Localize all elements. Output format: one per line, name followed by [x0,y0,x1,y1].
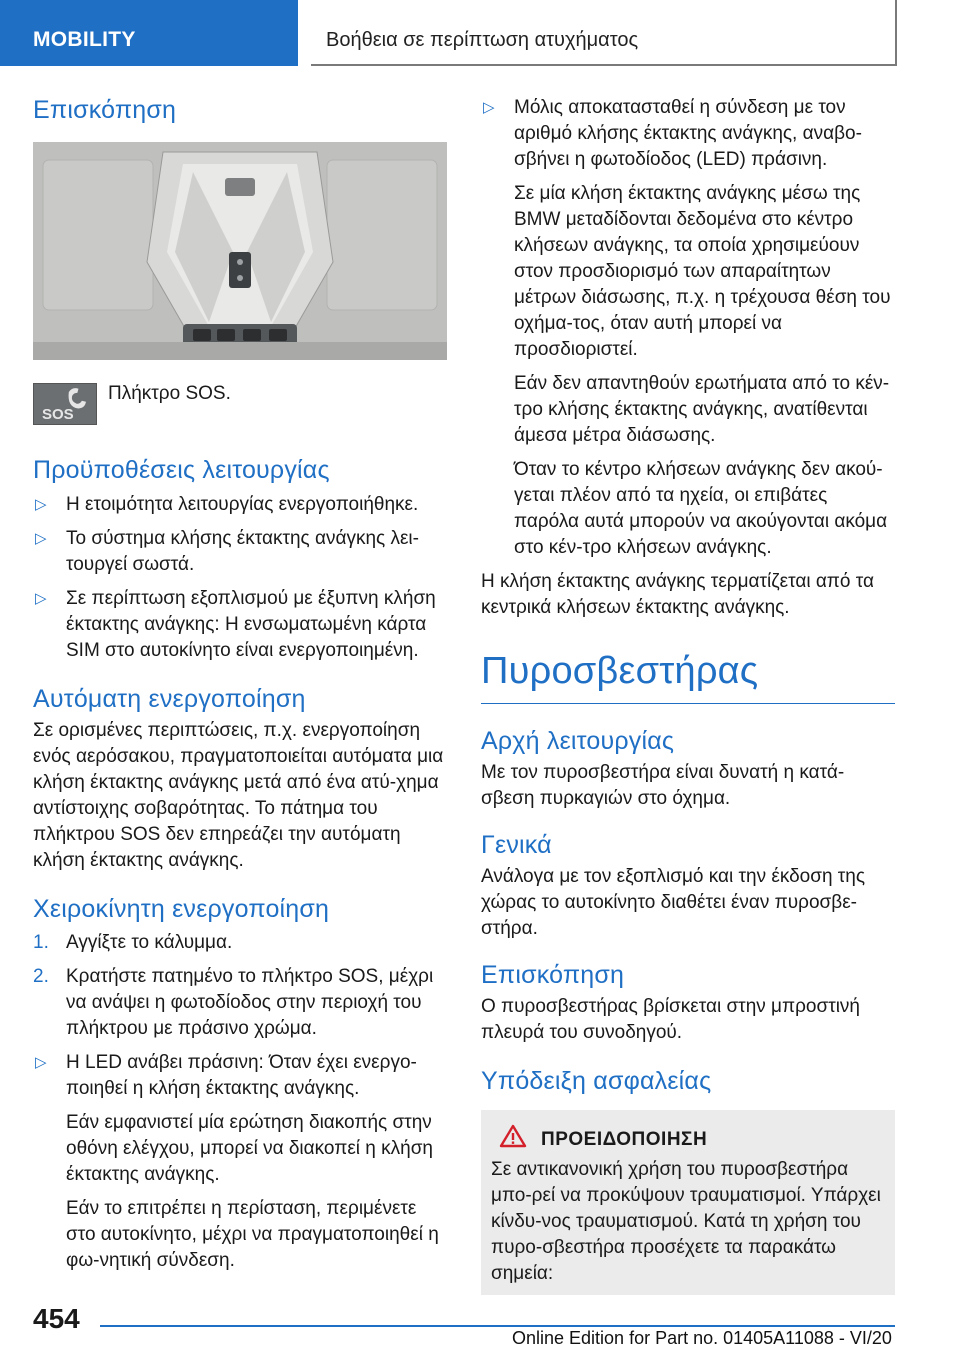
heading-overview: Επισκόπηση [33,96,177,124]
right-column [481,95,895,1295]
speaker-note-text: Όταν το κέντρο κλήσεων ανάγκης δεν ακού-γεται πλέον από τα ηχεία, οι επιβάτες παρόλα αυτά μπορούν να ακούγονται ακόμα στο κέν-τρο κλήσεων ανάγκης. [514,459,888,558]
list-item: ▷ Η ετοιμότητα λειτουργίας ενεργοποιήθηκε. [33,492,447,518]
step-item: 2. Κρατήστε πατημένο το πλήκτρο SOS, μέχρι να ανάψει η φωτοδίοδος στην περιοχή του πλήκτρου με πράσινο χρώμα. [33,966,434,1039]
triangle-bullet-icon: ▷ [35,530,47,547]
triangle-bullet-icon: ▷ [35,496,47,513]
heading-fire-extinguisher: Πυροσβεστήρας [481,649,895,704]
overhead-console-illustration [33,142,447,360]
warning-box [481,1110,895,1295]
chapter-title-box [311,0,897,66]
heading-general: Γενικά [481,830,552,859]
sos-button-icon [33,383,97,425]
heading-principle: Αρχή λειτουργίας [481,726,675,755]
automatic-activation-text: Σε ορισμένες περιπτώσεις, π.χ. ενεργοποίηση ενός αερόσακου, πραγματοποιείται αυτόματα μια κλήση έκτακτης ανάγκης μετά από ένα ατύ-χημα αντίστοιχης σοβαρότητας. Το πάτημα του πλήκτρου SOS δεν επηρεάζει την αυτόματη κλήση έκτακτης ανάγκης. [33,720,444,871]
page-header [0,0,960,66]
heading-overview-extinguisher: Επισκόπηση [481,960,625,989]
warning-header [491,1124,883,1151]
left-column [33,95,447,1274]
heading-safety-note: Υπόδειξη ασφαλείας [481,1066,712,1095]
step-item: 1. Αγγίξτε το κάλυμμα. [33,932,233,953]
warning-triangle-icon [499,1124,527,1148]
footer-divider [100,1325,895,1327]
list-item: ▷ Το σύστημα κλήσης έκτακτης ανάγκης λει-τουργεί σωστά. [35,528,419,575]
chapter-title: Βοήθεια σε περίπτωση ατυχήματος [326,29,639,51]
location-text: Ο πυροσβεστήρας βρίσκεται στην μπροστινή πλευρά του συνοδηγού. [481,995,860,1043]
sos-caption-row [33,383,447,443]
section-label: MOBILITY [33,28,136,51]
list-item: ▷ Σε περίπτωση εξοπλισμού με έξυπνη κλήση έκτακτης ανάγκης: Η ενσωματωμένη κάρτα SIM στο αυτοκίνητο είναι ενεργοποιημένη. [35,588,436,661]
general-text: Ανάλογα με τον εξοπλισμό και την έκδοση της χώρας το αυτοκίνητο διαθέτει έναν πυροσβε-στήρα. [481,865,866,939]
rescue-measures-text: Εάν δεν απαντηθούν ερωτήματα από το κέν-τρο κλήσης έκτακτης ανάγκης, ανατίθενται άμεσα μέτρα διάσωσης. [514,373,890,446]
warning-text: Σε αντικανονική χρήση του πυροσβεστήρα μπο-ρεί να προκύψουν τραυματισμοί. Υπάρχει κίνδυ-νος τραυματισμού. Κατά τη χρήση του πυρο-σβεστήρα προσέχετε τα παρακάτω σημεία: [491,1158,881,1284]
overhead-console-photo [33,142,447,360]
call-termination-text: Η κλήση έκτακτης ανάγκης τερματίζεται από τα κεντρικά κλήσεων έκτακτης ανάγκης. [481,571,874,618]
heading-manual-activation: Χειροκίνητη ενεργοποίηση [33,895,330,923]
sos-caption: Πλήκτρο SOS. [108,383,231,404]
svg-text:SOS: SOS [42,406,74,423]
principle-text: Με τον πυροσβεστήρα είναι δυνατή η κατά-σβεση πυρκαγιών στο όχημα. [481,761,845,809]
page-number: 454 [33,1303,80,1334]
triangle-bullet-icon: ▷ [35,1054,47,1071]
heading-prerequisites: Προϋποθέσεις λειτουργίας [33,456,330,484]
triangle-bullet-icon: ▷ [35,590,47,607]
list-item: ▷ Μόλις αποκατασταθεί η σύνδεση με τον αριθμό κλήσης έκτακτης ανάγκης, αναβο-σβήνει η φωτοδίοδος (LED) πράσινη. [483,97,862,170]
warning-title: ΠΡΟΕΙΔΟΠΟΙΗΣΗ [541,1128,708,1150]
section-tab[interactable] [0,0,298,66]
edition-label: Online Edition for Part no. 01405A11088 - VI/20 [512,1328,892,1348]
heading-automatic-activation: Αυτόματη ενεργοποίηση [33,685,306,713]
led-note-2: Εάν το επιτρέπει η περίσταση, περιμένετε στο αυτοκίνητο, μέχρι να πραγματοποιηθεί η φω-νητική σύνδεση. [66,1198,439,1271]
led-note-1: Εάν εμφανιστεί μία ερώτηση διακοπής στην οθόνη ελέγχου, μπορεί να διακοπεί η κλήση έκτακτης ανάγκης. [66,1112,433,1185]
triangle-bullet-icon: ▷ [483,99,495,116]
emergency-data-text: Σε μία κλήση έκτακτης ανάγκης μέσω της BMW μεταδίδονται δεδομένα στο κέντρο κλήσεων ανάγκης, τα οποία χρησιμεύουν στον προσδιορισμό των απαραίτητων μέτρων διάσωσης, π.χ. η τρέχουσα θέση του οχήμα-τος, όταν αυτή μπορεί να προσδιοριστεί. [514,183,891,360]
list-item: ▷ Η LED ανάβει πράσινη: Όταν έχει ενεργο-ποιηθεί η κλήση έκτακτης ανάγκης. [35,1052,417,1099]
